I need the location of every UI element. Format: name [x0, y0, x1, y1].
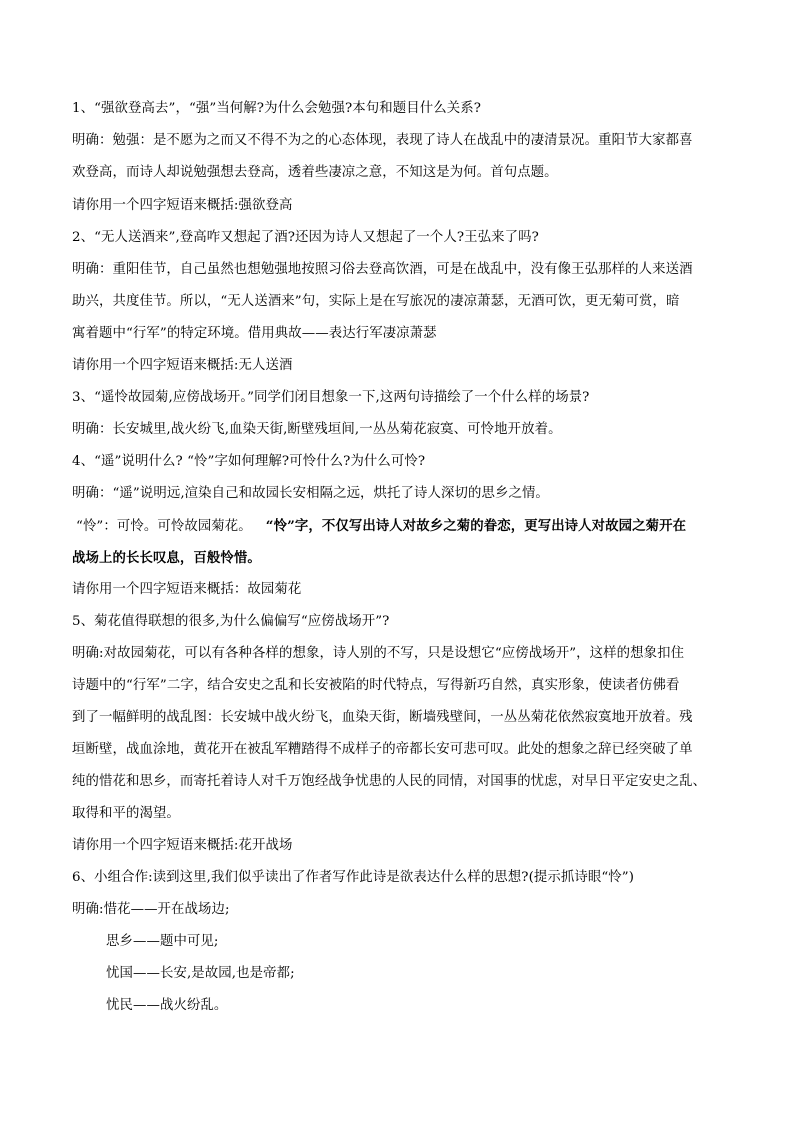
answer-1-line-2: 欢登高，而诗人却说勉强想去登高，透着些凄凉之意，不知这是为何。首句点题。 [72, 165, 558, 180]
answer-4-emphasis: “怜”字，不仅写出诗人对故乡之菊的眷恋，更写出诗人对故园之菊开在 [265, 518, 687, 534]
answer-4-definition: “怜”：可怜。可怜故园菊花。 [76, 519, 252, 534]
question-5: 5、菊花值得联想的很多,为什么偏偏写“应傍战场开”? [72, 614, 390, 629]
question-6: 6、小组合作:读到这里,我们似乎读出了作者写作此诗是欲表达什么样的思想?(提示抓诗眼“怜”) [72, 870, 635, 885]
answer-4-line-1: 明确：“遥”说明远,渲染自己和故园长安相隔之远，烘托了诗人深切的思乡之情。 [72, 486, 549, 501]
answer-6-line-3: 忧国——长安,是故园,也是帝都; [106, 966, 295, 981]
question-3: 3、“遥怜故园菊,应傍战场开。”同学们闭目想象一下,这两句诗描绘了一个什么样的场景? [72, 390, 590, 405]
answer-4-line-3: 战场上的长长叹息，百般怜惜。 [72, 550, 261, 566]
answer-6-line-4: 忧民——战火纷乱。 [106, 998, 228, 1013]
summary-5: 请你用一个四字短语来概括:花开战场 [72, 838, 293, 853]
answer-4-line-2 [76, 517, 736, 536]
answer-2-line-3: 寓着题中“行军”的特定环境。借用典故——表达行军凄凉萧瑟 [72, 326, 437, 341]
answer-5-line-5: 纯的惜花和思乡，而寄托着诗人对千万饱经战争忧患的人民的同情，对国事的忧虑，对早日平定安史之乱、 [72, 774, 707, 789]
answer-5-line-3: 到了一幅鲜明的战乱图：长安城中战火纷飞，血染天街，断墙残壁间，一丛丛菊花依然寂寞地开放着。残 [72, 710, 693, 725]
summary-1: 请你用一个四字短语来概括:强欲登高 [72, 198, 293, 213]
answer-2-line-1: 明确：重阳佳节，自己虽然也想勉强地按照习俗去登高饮酒，可是在战乱中，没有像王弘那样的人来送酒 [72, 262, 693, 277]
answer-6-line-1: 明确:惜花——开在战场边; [72, 902, 230, 917]
answer-5-line-6: 取得和平的渴望。 [72, 806, 180, 821]
question-1: 1、“强欲登高去”，“强”当何解?为什么会勉强?本句和题目什么关系? [72, 101, 481, 116]
answer-5-line-2: 诗题中的“行军”二字，结合安史之乱和长安被陷的时代特点，写得新巧自然，真实形象，使读者仿佛看 [72, 678, 680, 693]
answer-5-line-4: 垣断壁，战血涂地，黄花开在被乱军糟踏得不成样子的帝都长安可悲可叹。此处的想象之辞已经突破了单 [72, 742, 693, 757]
question-2: 2、“无人送酒来”,登高咋又想起了酒?还因为诗人又想起了一个人?王弘来了吗? [72, 230, 539, 245]
answer-5-line-1: 明确:对故园菊花，可以有各种各样的想象，诗人别的不写，只是设想它“应傍战场开”，这样的想象扣住 [72, 646, 685, 661]
answer-1-line-1: 明确：勉强：是不愿为之而又不得不为之的心态体现，表现了诗人在战乱中的凄清景况。重阳节大家都喜 [72, 133, 693, 148]
answer-2-line-2: 助兴，共度佳节。所以，“无人送酒来”句，实际上是在写旅况的凄凉萧瑟，无酒可饮，更无菊可赏，暗 [72, 294, 680, 309]
summary-4: 请你用一个四字短语来概括：故园菊花 [72, 582, 302, 597]
summary-2: 请你用一个四字短语来概括:无人送酒 [72, 358, 293, 373]
answer-6-line-2: 思乡——题中可见; [106, 934, 219, 949]
question-4: 4、“遥”说明什么? “怜”字如何理解?可怜什么?为什么可怜? [72, 454, 426, 469]
answer-3: 明确：长安城里,战火纷飞,血染天街,断壁残垣间,一丛丛菊花寂寞、可怜地开放着。 [72, 422, 562, 437]
